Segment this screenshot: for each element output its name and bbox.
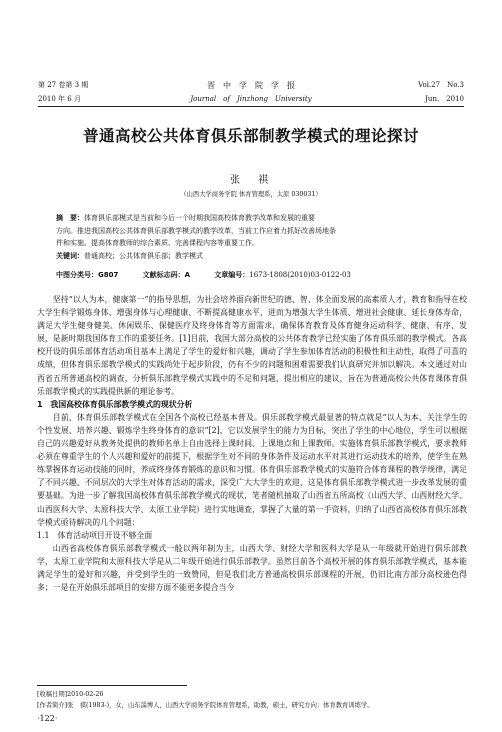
- subsection-heading-1-1: 1.1 体育活动项目开设不够全面: [37, 530, 153, 540]
- doc-label: 文献标志码：: [142, 271, 185, 279]
- clc: [56, 271, 118, 279]
- journal-name-cn: 晋 中 学 院 学 报: [207, 81, 295, 90]
- article-title: 普通高校公共体育俱乐部制教学模式的理论探讨: [82, 127, 419, 145]
- keywords-label: 关键词：: [56, 251, 84, 260]
- abstract-label: 摘 要：: [56, 214, 84, 222]
- paragraph-1: 目前，体育俱乐部教学模式在全国各个高校已经基本普及。俱乐部教学模式最显著的特点就是“以人为本、关注学生的个性发展、培养兴趣、锻炼学生终身体育的意识”[2]，它以发展学生的能力为目标，突出了学生的中心地位，学生可以根据自己的兴趣爱好从教务处提供的教师名单上自由选择上课时间、上课地点和上课教师。实施体育俱乐部教学模式，要求教师必须在尊重学生的个人兴趣和爱好的前提下，根据学生对不同的身体条件及运动水平对其进行运动技术的培养，使学生在熟练掌握体育运动技能的同时，养成终身体育锻炼的意识和习惯。体育俱乐部教学模式的实施符合体育课程的教学规律，满足了不同兴趣、不同层次的大学生对体育活动的需求，深受广大大学生的欢迎，这是体育俱乐部教学模式进一步改革发展的重要基础。为进一步了解我国高校体育俱乐部教学模式的现状，笔者随机抽取了山西省五所高校（山西大学、山西财经大学、山西医科大学、太原科技大学、太原工业学院）进行实地调查，掌握了大量的第一手资料，归纳了山西省高校体育俱乐部教学模式亟待解决的几个问题：: [37, 412, 467, 527]
- abstract-line-3: 件和实施、提高体育教师的综合素质、完善课程内容等重要工作。: [56, 239, 259, 247]
- paragraph-2: 山西省高校体育俱乐部教学模式一般以两年制为主，山西大学、财经大学和医科大学是从一年级就开始进行俱乐部教学，太原工业学院和太原科技大学是从二年级开始进行俱乐部教学。虽然目前各个高校开展的体育俱乐部教学模式，基本能满足学生的爱好和兴趣，并受到学生的一致赞同，但是我们北方普通高校俱乐部课程的开展，仍旧比南方部分高校逊色得多；一是在开始俱乐部项目的安排方面不能更多提合当今: [37, 543, 467, 593]
- article-author: 张 祺: [230, 175, 272, 186]
- footnote-rule: [37, 685, 187, 686]
- journal-date: 2010 年 6 月: [38, 95, 81, 103]
- journal-volume: 第 27 卷第 3 期: [38, 81, 89, 89]
- author-affiliation: （山西大学商务学院 体育管理系，太原 030031）: [180, 191, 322, 198]
- keywords: 普通高校；公共体育俱乐部；教学模式: [84, 251, 203, 260]
- article-number-label: 文章编号：: [214, 271, 250, 279]
- abstract-line-2: 方向。推进我国高校公共体育俱乐部教学模式的教学改革，当前工作应着力抓好改善场地条: [56, 226, 336, 235]
- abstract-text-1: 体育俱乐部模式是当前和今后一个时期我国高校体育教学改革和发展的重要: [84, 214, 315, 222]
- journal-name-en: Journal of Jinzhong University: [190, 95, 312, 103]
- classification-line: [56, 270, 456, 280]
- paragraph-intro: 坚持“以人为本，健康第一”的指导思想，为社会培养面向新世纪的德、智、体全面发展的高素质人才，教育和指导在校大学生科学锻炼身体、增强身体与心理健康、不断提高健康水平，进而为增强大学生体质、增进社会健康、延长身体寿命，满足大学生健身健美、休闲娱乐、保健医疗及终身体育等方面需求，确保体育教育及体育健身运动科学、健康、有序、发展，是新时期我国体育工作的重要任务。[1]目前，我国大部分高校的公共体育教学已经实施了体育俱乐部的教学模式。各高校开设的俱乐部体育活动项目基本上满足了学生的爱好和兴趣，调动了学生参加体育活动的积极性和主动性，取得了可喜的成绩，但体育俱乐部教学模式的实践尚处于起步阶段，仍有不少的问题和困难需要我们认真研究并加以解决。本文通过对山西省五所普通高校的调查，分析俱乐部教学模式实践中的不足和问题，提出相应的建议，旨在为普通高校公共体育课体育俱乐部教学模式的实践提供新的理论参考。: [37, 295, 467, 396]
- author-bio: [37, 700, 374, 709]
- doc-code: [143, 271, 190, 279]
- header-rule: [38, 106, 464, 107]
- article-number-value: 1673-1808(2010)03-0122-03: [249, 271, 351, 279]
- keywords-line: [56, 250, 446, 263]
- received-date: [收稿日期]2010-02-26: [37, 691, 104, 698]
- doc-value: A: [184, 271, 191, 279]
- body-text: [37, 293, 467, 594]
- section-heading-1: 1 我国高校体育俱乐部教学模式的现状分析: [37, 399, 193, 409]
- page-number: ·122·: [37, 714, 58, 723]
- article-number: [214, 271, 373, 279]
- journal-volume-en: Vol.27 No.3: [418, 81, 464, 89]
- author-bio-label: [作者简介]: [37, 702, 68, 709]
- abstract-line-1: [56, 212, 446, 225]
- abstract: [56, 212, 446, 262]
- clc-label: 中图分类号：: [56, 271, 98, 279]
- author-bio-text: 张 祺(1983-)，女，山东淄博人，山西大学商务学院体育管理系，助教，硕士，研究方向：体育教育训练学。: [67, 702, 374, 709]
- clc-value: G807: [98, 271, 119, 279]
- journal-date-en: Jun. 2010: [425, 95, 464, 103]
